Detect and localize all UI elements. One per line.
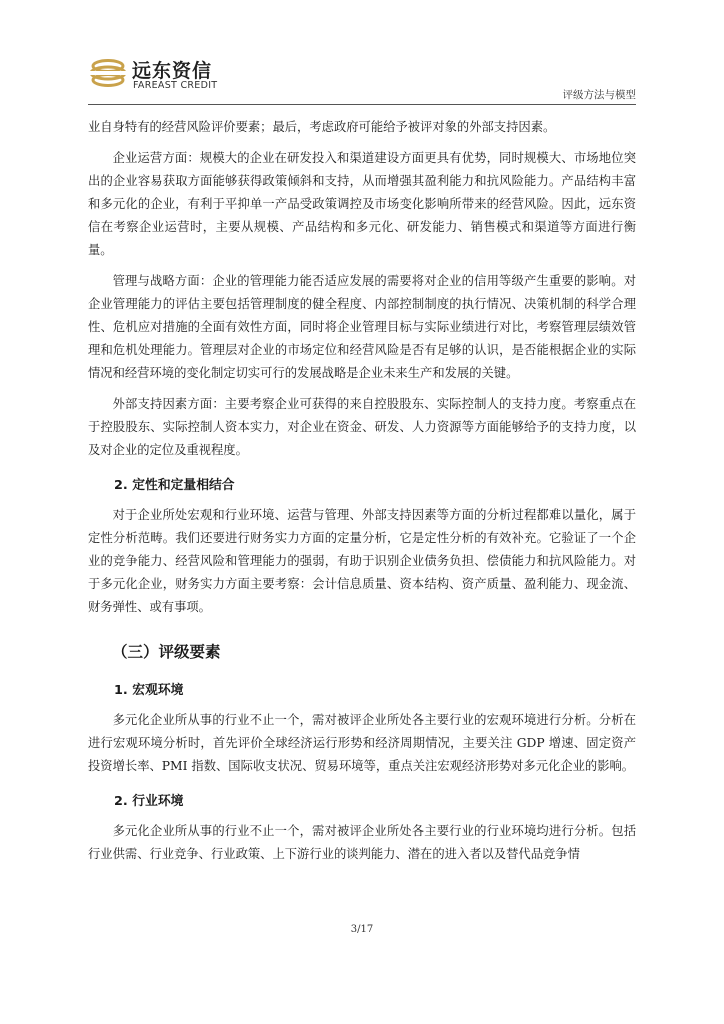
page-header — [88, 52, 636, 104]
section-title: 评级方法与模型 — [562, 89, 636, 101]
paragraph-2: 企业运营方面：规模大的企业在研发投入和渠道建设方面更具有优势，同时规模大、市场地位突出的企业容易获取方面能够获得政策倾斜和支持，从而增强其盈利能力和抗风险能力。产品结构丰富和多元化的企业，有利于平抑单一产品受政策调控及市场变化影响所带来的经营风险。因此，远东资信在考察企业运营时，主要从规模、产品结构和多元化、研发能力、销售模式和渠道等方面进行衡量。 — [88, 151, 636, 257]
heading-rating-elements: （三）评级要素 — [112, 643, 221, 661]
heading-qualitative-quantitative: 2. 定性和定量相结合 — [114, 478, 235, 493]
paragraph-4: 外部支持因素方面：主要考察企业可获得的来自控股股东、实际控制人的支持力度。考察重点在于控股股东、实际控制人资本实力，对企业在资金、研发、人力资源等方面能够给予的支持力度，以及对企业的定位及重视程度。 — [88, 397, 636, 457]
brand-name-en: FAREAST CREDIT — [133, 80, 218, 91]
brand-name-cn: 远东资信 — [132, 60, 213, 82]
paragraph-1: 业自身特有的经营风险评价要素；最后，考虑政府可能给予被评对象的外部支持因素。 — [88, 120, 556, 134]
heading-industry-environment: 2. 行业环境 — [114, 794, 184, 809]
fareast-logo-icon — [88, 52, 128, 92]
page-number: 3/17 — [350, 924, 374, 935]
paragraph-3: 管理与战略方面：企业的管理能力能否适应发展的需要将对企业的信用等级产生重要的影响。对企业管理能力的评估主要包括管理制度的健全程度、内部控制制度的执行情况、决策机制的科学合理性、危机应对措施的全面有效性方面，同时将企业管理目标与实际业绩进行对比，考察管理层绩效管理和危机处理能力。管理层对企业的市场定位和经营风险是否有足够的认识，是否能根据企业的实际情况和经营环境的变化制定切实可行的发展战略是企业未来生产和发展的关键。 — [88, 274, 636, 380]
header-divider — [88, 104, 636, 105]
paragraph-5: 对于企业所处宏观和行业环境、运营与管理、外部支持因素等方面的分析过程都难以量化，属于定性分析范畴。我们还要进行财务实力方面的定量分析，它是定性分析的有效补充。它验证了一个企业的竞争能力、经营风险和管理能力的强弱，有助于识别企业债务负担、偿债能力和抗风险能力。对于多元化企业，财务实力方面主要考察：会计信息质量、资本结构、资产质量、盈利能力、现金流、财务弹性、或有事项。 — [88, 508, 636, 614]
heading-macro-environment: 1. 宏观环境 — [114, 683, 184, 698]
document-body — [88, 116, 636, 866]
paragraph-7: 多元化企业所从事的行业不止一个，需对被评企业所处各主要行业的行业环境均进行分析。包括行业供需、行业竞争、行业政策、上下游行业的谈判能力、潜在的进入者以及替代品竞争情 — [88, 824, 636, 861]
paragraph-6: 多元化企业所从事的行业不止一个，需对被评企业所处各主要行业的宏观环境进行分析。分析在进行宏观环境分析时，首先评价全球经济运行形势和经济周期情况，主要关注 GDP 增速、固定资产投资增长率、PMI 指数、国际收支状况、贸易环境等，重点关注宏观经济形势对多元化企业的影响。 — [88, 713, 636, 773]
